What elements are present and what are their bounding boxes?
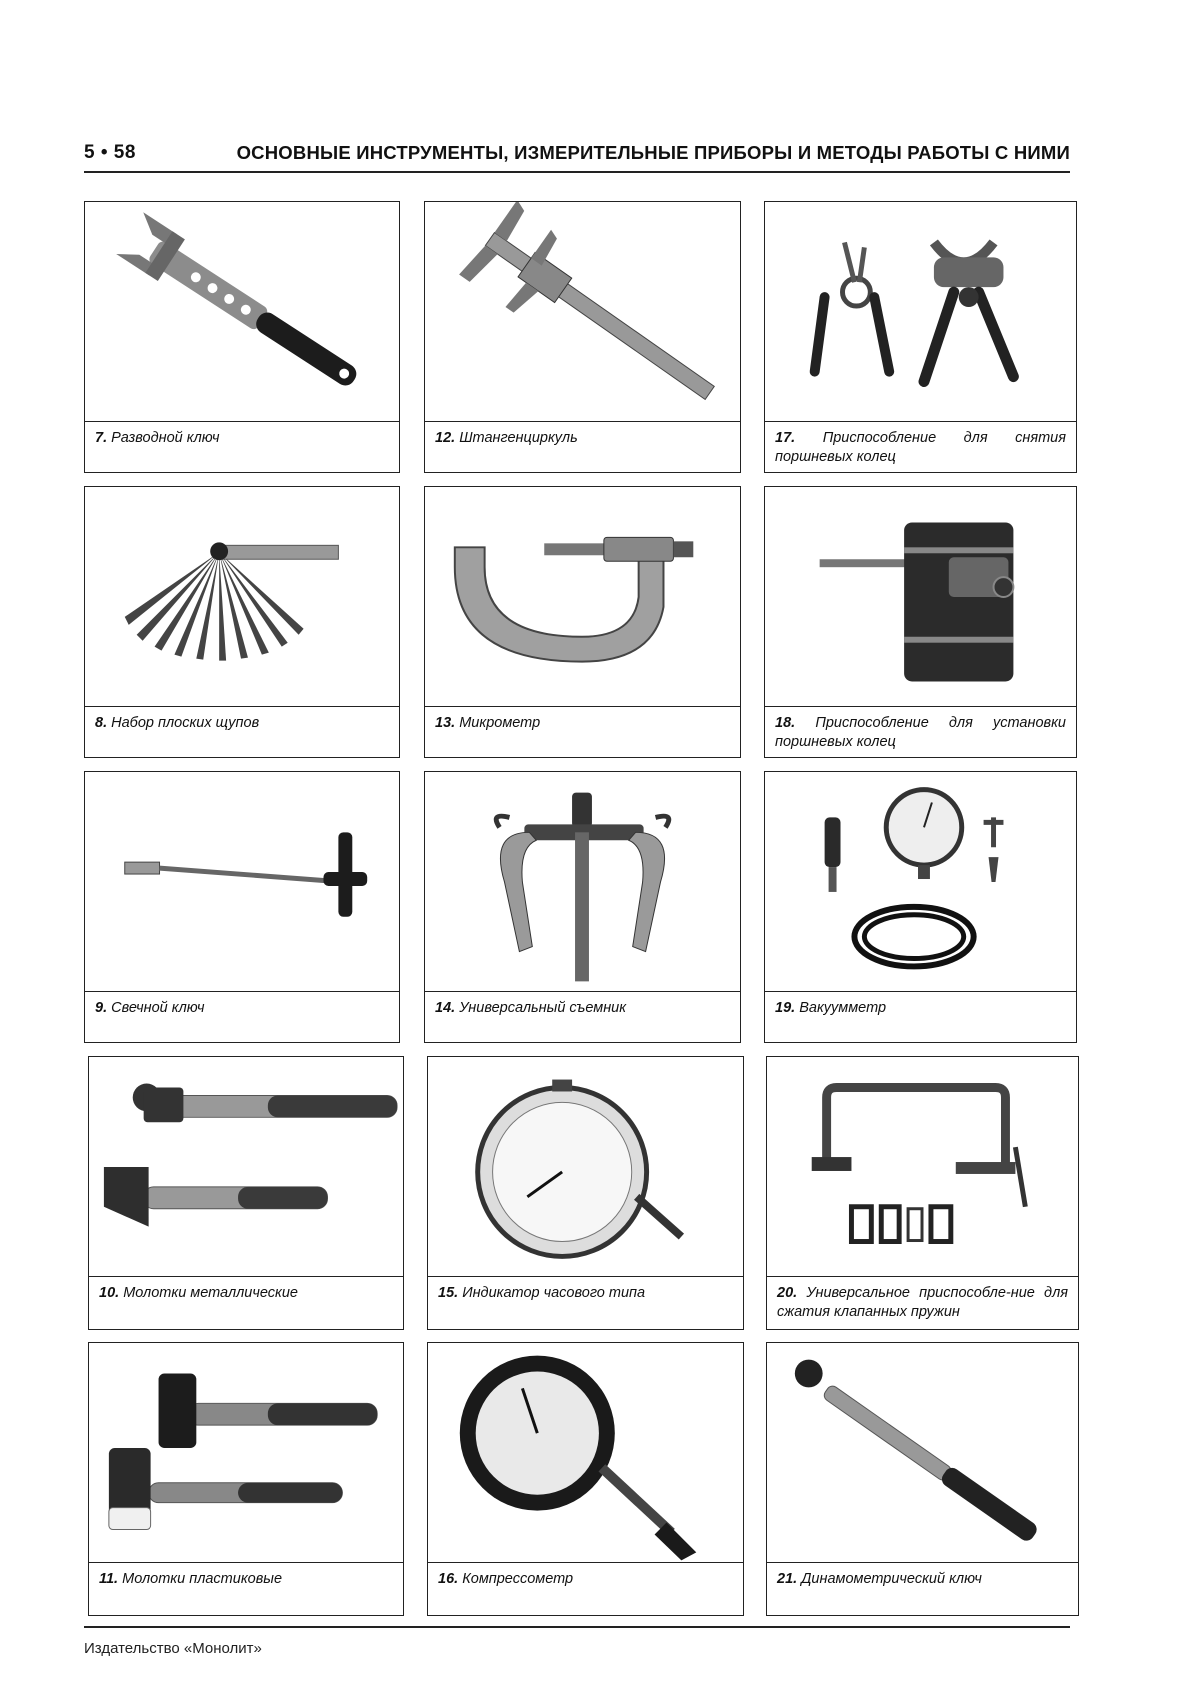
caption-divider — [765, 421, 1076, 422]
tool-card-13 — [424, 486, 741, 758]
caption-divider — [765, 706, 1076, 707]
tool-caption — [775, 999, 1066, 1018]
dial-indicator-icon — [428, 1057, 743, 1276]
caption-divider — [89, 1276, 403, 1277]
micrometer-icon — [425, 487, 740, 706]
tool-label: Разводной ключ — [111, 430, 220, 446]
tool-caption — [438, 1284, 733, 1303]
tool-label: Универсальный съемник — [459, 1000, 627, 1016]
header-divider — [84, 171, 1070, 173]
tool-label: Приспособление для снятия поршневых колец — [775, 430, 1066, 465]
tool-label: Универсальное приспособле-ние для сжатия клапанных пружин — [777, 1285, 1068, 1320]
plastic-hammers-icon — [89, 1343, 403, 1562]
tool-card-9 — [84, 771, 400, 1043]
piston-ring-pliers-icon — [765, 202, 1076, 421]
footer-divider — [84, 1626, 1070, 1628]
vacuum-gauge-icon — [765, 772, 1076, 991]
tool-caption — [777, 1570, 1068, 1589]
tool-number: 10. — [99, 1285, 120, 1301]
tool-caption — [99, 1570, 393, 1589]
tool-label: Компрессометр — [462, 1571, 574, 1587]
tool-card-18 — [764, 486, 1077, 758]
tool-caption — [435, 714, 730, 733]
tool-number: 20. — [777, 1285, 798, 1301]
tool-label: Приспособление для установки поршневых колец — [775, 715, 1066, 750]
tool-label: Молотки пластиковые — [122, 1571, 283, 1587]
caption-divider — [425, 421, 740, 422]
tool-caption — [438, 1570, 733, 1589]
tool-number: 15. — [438, 1285, 459, 1301]
gear-puller-icon — [425, 772, 740, 991]
tool-number: 13. — [435, 715, 456, 731]
tool-number: 18. — [775, 715, 796, 731]
page-header — [84, 142, 1070, 172]
tool-caption — [95, 714, 389, 733]
caption-divider — [85, 706, 399, 707]
caption-divider — [85, 421, 399, 422]
tool-number: 8. — [95, 715, 108, 731]
tool-card-8 — [84, 486, 400, 758]
tool-number: 9. — [95, 1000, 108, 1016]
caption-divider — [85, 991, 399, 992]
spark-plug-wrench-icon — [85, 772, 399, 991]
page-title: ОСНОВНЫЕ ИНСТРУМЕНТЫ, ИЗМЕРИТЕЛЬНЫЕ ПРИБОРЫ И МЕТОДЫ РАБОТЫ С НИМИ — [236, 142, 1070, 163]
caption-divider — [425, 706, 740, 707]
tool-card-10 — [88, 1056, 404, 1330]
torque-wrench-icon — [767, 1343, 1078, 1562]
caption-divider — [428, 1276, 743, 1277]
caption-divider — [765, 991, 1076, 992]
tool-card-14 — [424, 771, 741, 1043]
tool-number: 19. — [775, 1000, 796, 1016]
tool-card-19 — [764, 771, 1077, 1043]
tool-label: Свечной ключ — [111, 1000, 205, 1016]
ring-compressor-icon — [765, 487, 1076, 706]
tool-label: Вакуумметр — [799, 1000, 887, 1016]
tool-number: 21. — [777, 1571, 798, 1587]
caption-divider — [767, 1562, 1078, 1563]
tool-card-11 — [88, 1342, 404, 1616]
tool-caption — [775, 429, 1066, 467]
valve-spring-compressor-icon — [767, 1057, 1078, 1276]
caption-divider — [425, 991, 740, 992]
tool-caption — [95, 999, 389, 1018]
tool-number: 11. — [99, 1571, 119, 1587]
tool-number: 14. — [435, 1000, 456, 1016]
tool-number: 16. — [438, 1571, 459, 1587]
tool-card-17 — [764, 201, 1077, 473]
tool-caption — [777, 1284, 1068, 1322]
tool-label: Штангенциркуль — [459, 430, 578, 446]
tool-label: Набор плоских щупов — [111, 715, 260, 731]
tool-card-16 — [427, 1342, 744, 1616]
tool-caption — [435, 999, 730, 1018]
tool-number: 7. — [95, 430, 108, 446]
compression-gauge-icon — [428, 1343, 743, 1562]
tool-label: Молотки металлические — [123, 1285, 298, 1301]
tool-card-15 — [427, 1056, 744, 1330]
tool-number: 17. — [775, 430, 796, 446]
tool-number: 12. — [435, 430, 456, 446]
tool-card-20 — [766, 1056, 1079, 1330]
tool-caption — [95, 429, 389, 448]
page-number: 5 • 58 — [84, 142, 136, 163]
tool-label: Динамометрический ключ — [801, 1571, 982, 1587]
tool-caption — [435, 429, 730, 448]
caption-divider — [428, 1562, 743, 1563]
caliper-icon — [425, 202, 740, 421]
tool-card-12 — [424, 201, 741, 473]
tool-caption — [99, 1284, 393, 1303]
tool-card-7 — [84, 201, 400, 473]
metal-hammers-icon — [89, 1057, 403, 1276]
caption-divider — [89, 1562, 403, 1563]
tool-label: Микрометр — [459, 715, 541, 731]
publisher-name: Издательство «Монолит» — [84, 1640, 262, 1657]
tool-label: Индикатор часового типа — [462, 1285, 646, 1301]
adjustable-wrench-icon — [85, 202, 399, 421]
feeler-gauge-icon — [85, 487, 399, 706]
tool-caption — [775, 714, 1066, 752]
tool-card-21 — [766, 1342, 1079, 1616]
caption-divider — [767, 1276, 1078, 1277]
